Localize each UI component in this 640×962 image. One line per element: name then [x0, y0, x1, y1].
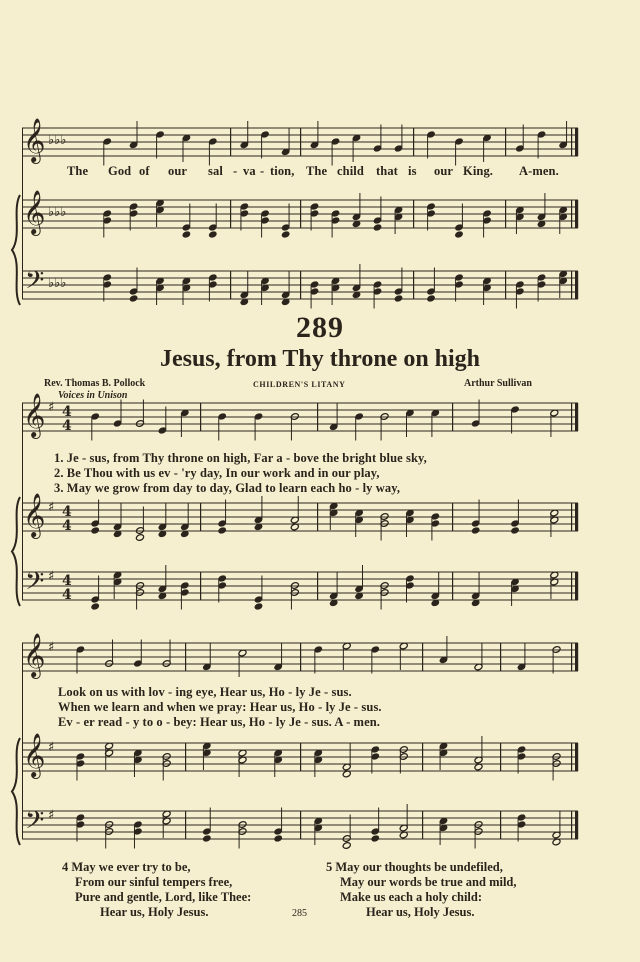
quarter-note	[394, 295, 403, 303]
final-bar-line	[575, 271, 578, 299]
composer-credit: Arthur Sullivan	[464, 378, 532, 389]
lyric-word: tion,	[270, 164, 295, 178]
quarter-note	[254, 603, 263, 611]
lyric-word: is	[408, 164, 417, 178]
quarter-note	[218, 527, 227, 535]
verse-1-ending: Look on us with lov - ing eye, Hear us, Ho - ly Je - sus.	[58, 685, 352, 699]
treble-clef: 𝄞	[23, 733, 46, 777]
quarter-note	[371, 835, 380, 843]
performance-direction: Voices in Unison	[58, 390, 128, 401]
verse-3-ending: Ev - er read - y to o - bey: Hear us, Ho - ly Je - sus. A - men.	[58, 715, 380, 729]
final-bar-line	[575, 200, 578, 228]
quarter-note	[274, 835, 283, 843]
key-signature-sharp: ♯	[48, 808, 55, 823]
bar-line	[22, 403, 23, 600]
stanza-5-line-1: May our thoughts be undefiled,	[335, 860, 503, 874]
key-signature-flats: ♭♭♭	[48, 133, 67, 148]
system-brace	[12, 497, 20, 606]
bar-line	[300, 643, 301, 671]
key-signature-sharp: ♯	[48, 569, 55, 584]
key-signature-flats: ♭♭♭	[48, 276, 67, 291]
final-bar-line	[575, 128, 578, 156]
bar-line	[230, 200, 231, 228]
bar-line	[571, 643, 572, 671]
bar-line	[505, 200, 506, 228]
quarter-note	[91, 603, 100, 611]
bar-line	[300, 743, 301, 771]
quarter-note	[202, 835, 211, 843]
page-number: 285	[292, 908, 307, 919]
bar-line	[185, 811, 186, 839]
author-credit: Rev. Thomas B. Pollock	[44, 378, 146, 389]
bar-line	[571, 811, 572, 839]
stanza-5-line-3: Make us each a holy child:	[340, 890, 483, 904]
time-signature: 4	[62, 573, 72, 589]
key-signature-sharp: ♯	[48, 400, 55, 415]
bar-line	[422, 643, 423, 671]
hymn-subtitle: CHILDREN'S LITANY	[253, 380, 346, 389]
half-note	[342, 842, 351, 850]
stanza-4	[62, 860, 191, 875]
lyric-word: that	[376, 164, 398, 178]
verse-2-line: 2. Be Thou with us ev - 'ry day, In our work and in our play,	[54, 466, 380, 480]
lyric-word: sal	[208, 164, 223, 178]
bar-line	[571, 200, 572, 228]
quarter-note	[454, 231, 463, 239]
final-bar-line	[575, 643, 578, 671]
time-signature: 4	[62, 504, 72, 520]
quarter-note	[373, 224, 382, 232]
stanza-5	[326, 860, 503, 875]
bar-line	[413, 271, 414, 299]
bar-line	[413, 128, 414, 156]
lyric-word: A-men.	[519, 164, 559, 178]
final-bar-line	[575, 572, 578, 600]
treble-clef: 𝄞	[23, 190, 46, 234]
bar-line	[452, 503, 453, 531]
lyric-word: The	[67, 164, 89, 178]
lyric-word: King.	[463, 164, 494, 178]
stanza-4-line-3: Pure and gentle, Lord, like Thee:	[75, 890, 252, 904]
quarter-note	[129, 295, 138, 303]
key-signature-sharp: ♯	[48, 740, 55, 755]
stanza-4-number: 4	[62, 860, 69, 874]
half-note	[135, 534, 144, 542]
bar-line	[505, 271, 506, 299]
bass-clef: 𝄢	[25, 266, 45, 301]
verse-2-ending: When we learn and when we pray: Hear us, Ho - ly Je - sus.	[58, 700, 382, 714]
lyric-word: child	[337, 164, 364, 178]
bar-line	[422, 811, 423, 839]
bar-line	[185, 743, 186, 771]
lyric-word: va	[243, 164, 256, 178]
bar-line	[22, 128, 23, 299]
quarter-note	[182, 231, 191, 239]
stanza-5-number: 5	[326, 860, 333, 874]
bar-line	[317, 403, 318, 431]
bass-clef: 𝄢	[25, 806, 45, 841]
bar-line	[200, 572, 201, 600]
key-signature-flats: ♭♭♭	[48, 205, 67, 220]
bar-line	[571, 403, 572, 431]
system-brace	[12, 738, 20, 845]
quarter-note	[91, 527, 100, 535]
lyric-word: -	[260, 164, 265, 178]
verse-3-line: 3. May we grow from day to day, Glad to learn each ho - ly way,	[54, 481, 401, 495]
time-signature: 4	[62, 418, 72, 434]
bar-line	[452, 572, 453, 600]
lyric-word: God	[108, 164, 132, 178]
lyric-word: -	[233, 164, 238, 178]
bass-clef: 𝄢	[25, 567, 45, 602]
bar-line	[571, 128, 572, 156]
bar-line	[500, 743, 501, 771]
quarter-note	[426, 295, 435, 303]
bar-line	[571, 271, 572, 299]
lyric-word: our	[168, 164, 188, 178]
bar-line	[422, 743, 423, 771]
treble-clef: 𝄞	[23, 393, 46, 437]
quarter-note	[208, 231, 217, 239]
bar-line	[317, 503, 318, 531]
bar-line	[200, 403, 201, 431]
verse-1-line: 1. Je - sus, from Thy throne on high, Far a - bove the bright blue sky,	[54, 451, 427, 465]
bar-line	[300, 128, 301, 156]
final-bar-line	[575, 743, 578, 771]
key-signature-sharp: ♯	[48, 500, 55, 515]
final-bar-line	[575, 403, 578, 431]
bar-line	[22, 643, 23, 839]
key-signature-sharp: ♯	[48, 640, 55, 655]
bar-line	[230, 128, 231, 156]
lyric-word: of	[139, 164, 150, 178]
final-bar-line	[575, 811, 578, 839]
treble-clef: 𝄞	[23, 493, 46, 537]
stanza-5-refrain: Hear us, Holy Jesus.	[366, 905, 475, 919]
bar-line	[230, 271, 231, 299]
bar-line	[300, 811, 301, 839]
bar-line	[500, 811, 501, 839]
quarter-note	[471, 527, 480, 535]
bar-line	[317, 572, 318, 600]
treble-clef: 𝄞	[23, 118, 46, 162]
lyric-word: our	[434, 164, 454, 178]
bar-line	[571, 503, 572, 531]
bar-line	[452, 403, 453, 431]
bar-line	[300, 271, 301, 299]
time-signature: 4	[62, 518, 72, 534]
time-signature: 4	[62, 404, 72, 420]
stanza-4-line-1: May we ever try to be,	[71, 860, 191, 874]
bar-line	[500, 643, 501, 671]
quarter-note	[281, 231, 290, 239]
final-bar-line	[575, 503, 578, 531]
bar-line	[413, 200, 414, 228]
quarter-note	[510, 527, 519, 535]
bar-line	[505, 128, 506, 156]
system-brace	[12, 195, 20, 305]
stanza-4-line-2: From our sinful tempers free,	[75, 875, 233, 889]
bar-line	[300, 200, 301, 228]
time-signature: 4	[62, 587, 72, 603]
stanza-4-refrain: Hear us, Holy Jesus.	[100, 905, 209, 919]
lyric-word: The	[306, 164, 328, 178]
bar-line	[200, 503, 201, 531]
bar-line	[571, 572, 572, 600]
bar-line	[185, 643, 186, 671]
hymn-title: Jesus, from Thy throne on high	[159, 346, 481, 372]
treble-clef: 𝄞	[23, 633, 46, 677]
stanza-5-line-2: May our words be true and mild,	[340, 875, 517, 889]
bar-line	[571, 743, 572, 771]
hymn-number: 289	[296, 311, 344, 344]
